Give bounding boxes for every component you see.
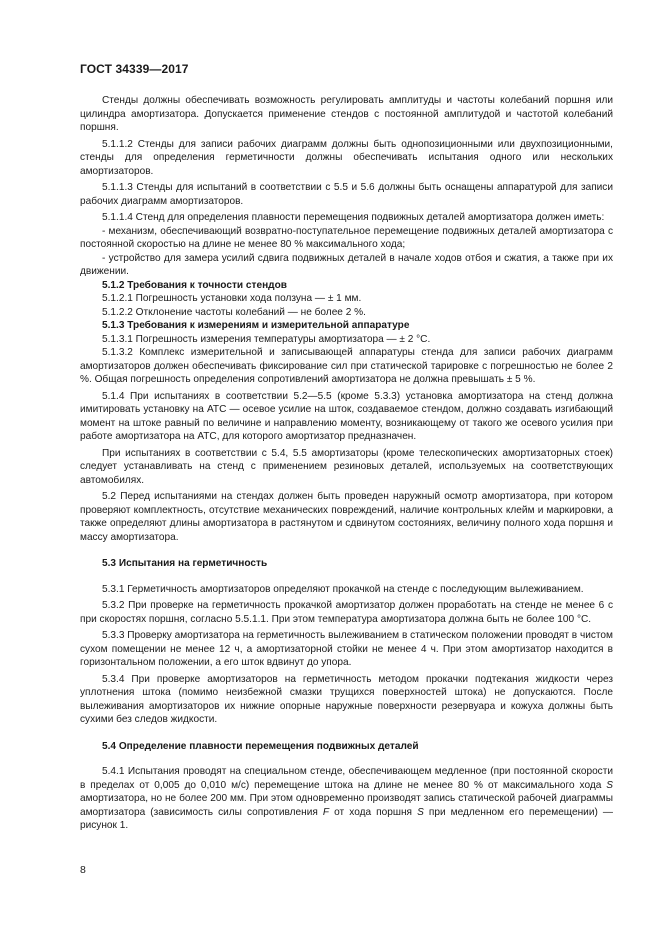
- paragraph: 5.1.3.2 Комплекс измерительной и записывающей аппаратуры стенда для записи рабочих диаграмм амортизаторов должен обеспечивать фиксирование сил при статической тарировке с погрешностью не более 2 %. Общая погрешность определения сопротивлений амортизатора не должна превышать ± 5 %.: [80, 347, 613, 385]
- paragraph: [80, 765, 613, 833]
- paragraph: Стенды должны обеспечивать возможность регулировать амплитуды и частоты колебаний поршня или цилиндра амортизатора. Допускается применение стендов с постоянной амплитудой и частотой колебаний поршня.: [80, 95, 613, 133]
- paragraph-text: амортизатора, но не более 200 мм. При этом одновременно производят запись статической рабочей диаграммы амортизатора (зависимость силы сопротивления: [80, 793, 613, 818]
- list-item: - механизм, обеспечивающий возвратно-поступательное перемещение подвижных деталей амортизатора с постоянной скоростью на длине не менее 80 % максимального хода;: [80, 225, 613, 250]
- paragraph: 5.1.2.2 Отклонение частоты колебаний — не более 2 %.: [102, 306, 366, 318]
- paragraph-text: от хода поршня: [329, 806, 418, 818]
- paragraph: 5.3.4 При проверке амортизаторов на герметичность методом прокачки подтекания жидкости через уплотнения штока (помимо неизбежной смазки трущихся поверхностей штока) не допускаются. После вылеживания амортизаторов их нижние опорные наружные поверхности резервуара и кожуха должны быть сухими без следов жидкости.: [80, 673, 613, 725]
- subsection-heading: 5.1.3 Требования к измерениям и измерительной аппаратуре: [102, 320, 410, 331]
- paragraph: При испытаниях в соответствии с 5.4, 5.5 амортизаторы (кроме телескопических амортизаторных стоек) следует устанавливать на стенд с применением резиновых деталей, используемых на соответствующих автомобилях.: [80, 447, 613, 486]
- paragraph: 5.1.1.3 Стенды для испытаний в соответствии с 5.5 и 5.6 должны быть оснащены аппаратурой для записи рабочих диаграмм амортизаторов.: [80, 182, 613, 207]
- paragraph: 5.1.3.1 Погрешность измерения температуры амортизатора — ± 2 °C.: [102, 333, 431, 345]
- variable-symbol: S: [606, 779, 613, 791]
- section-heading: 5.4 Определение плавности перемещения подвижных деталей: [102, 740, 419, 752]
- paragraph: 5.1.1.2 Стенды для записи рабочих диаграмм должны быть однопозиционными или двухпозиционными, стенды для определения герметичности должны обеспечивать испытания одного или нескольких амортизаторов.: [80, 138, 613, 177]
- paragraph: 5.3.1 Герметичность амортизаторов определяют прокачкой на стенде с последующим вылеживанием.: [102, 583, 584, 595]
- document-body: [80, 94, 613, 833]
- document-header: ГОСТ 34339—2017: [80, 62, 189, 76]
- paragraph: 5.1.2.1 Погрешность установки хода ползуна — ± 1 мм.: [102, 293, 362, 304]
- paragraph-text: 5.4.1 Испытания проводят на специальном стенде, обеспечивающем медленное (при постоянной скорости в пределах от 0,005 до 0,010 м/с) перемещение штока на длине не менее 80 % от максимального хода: [80, 766, 613, 791]
- paragraph: 5.3.2 При проверке на герметичность прокачкой амортизатор должен проработать на стенде не менее 6 с при скоростях поршня, согласно 5.5.1.1. При этом температура амортизатора должна быть не более 100 °C.: [80, 600, 613, 625]
- paragraph: 5.3.3 Проверку амортизатора на герметичность вылеживанием в статическом положении проводят в чистом сухом помещении не менее 12 ч, а амортизаторной стойки не менее 4 ч. При этом амортизатор находится в горизонтальном положении, а его шток вдвинут до упора.: [80, 630, 613, 668]
- paragraph-text: при медленном его перемещении) — рисунок 1.: [80, 806, 613, 831]
- subsection-heading: 5.1.2 Требования к точности стендов: [102, 279, 287, 291]
- variable-symbol: F: [322, 806, 330, 818]
- section-heading: 5.3 Испытания на герметичность: [102, 558, 268, 569]
- list-item: - устройство для замера усилий сдвига подвижных деталей в начале ходов отбоя и сжатия, а также при их движении.: [80, 252, 613, 277]
- paragraph: 5.1.1.4 Стенд для определения плавности перемещения подвижных деталей амортизатора должен иметь:: [102, 212, 605, 223]
- variable-symbol: S: [417, 806, 424, 818]
- page-number: 8: [80, 864, 86, 876]
- paragraph: 5.1.4 При испытаниях в соответствии 5.2—5.5 (кроме 5.3.3) установка амортизатора на стенд должна имитировать установку на АТС — осевое усилие на шток, создаваемое стендом, должно создавать изгибающий момент на штоке равный по величине и направлению моменту, возникающему от такого же осевого усилия при работе амортизатора на АТС, для которого амортизатор предназначен.: [80, 390, 613, 442]
- paragraph: 5.2 Перед испытаниями на стендах должен быть проведен наружный осмотр амортизатора, при котором проверяют комплектность, отсутствие механических повреждений, наличие контрольных клейм и маркировки, а также определяют длины амортизатора в растянутом и сдвинутом состояниях, величину полного хода поршня и массу амортизатора.: [80, 491, 613, 543]
